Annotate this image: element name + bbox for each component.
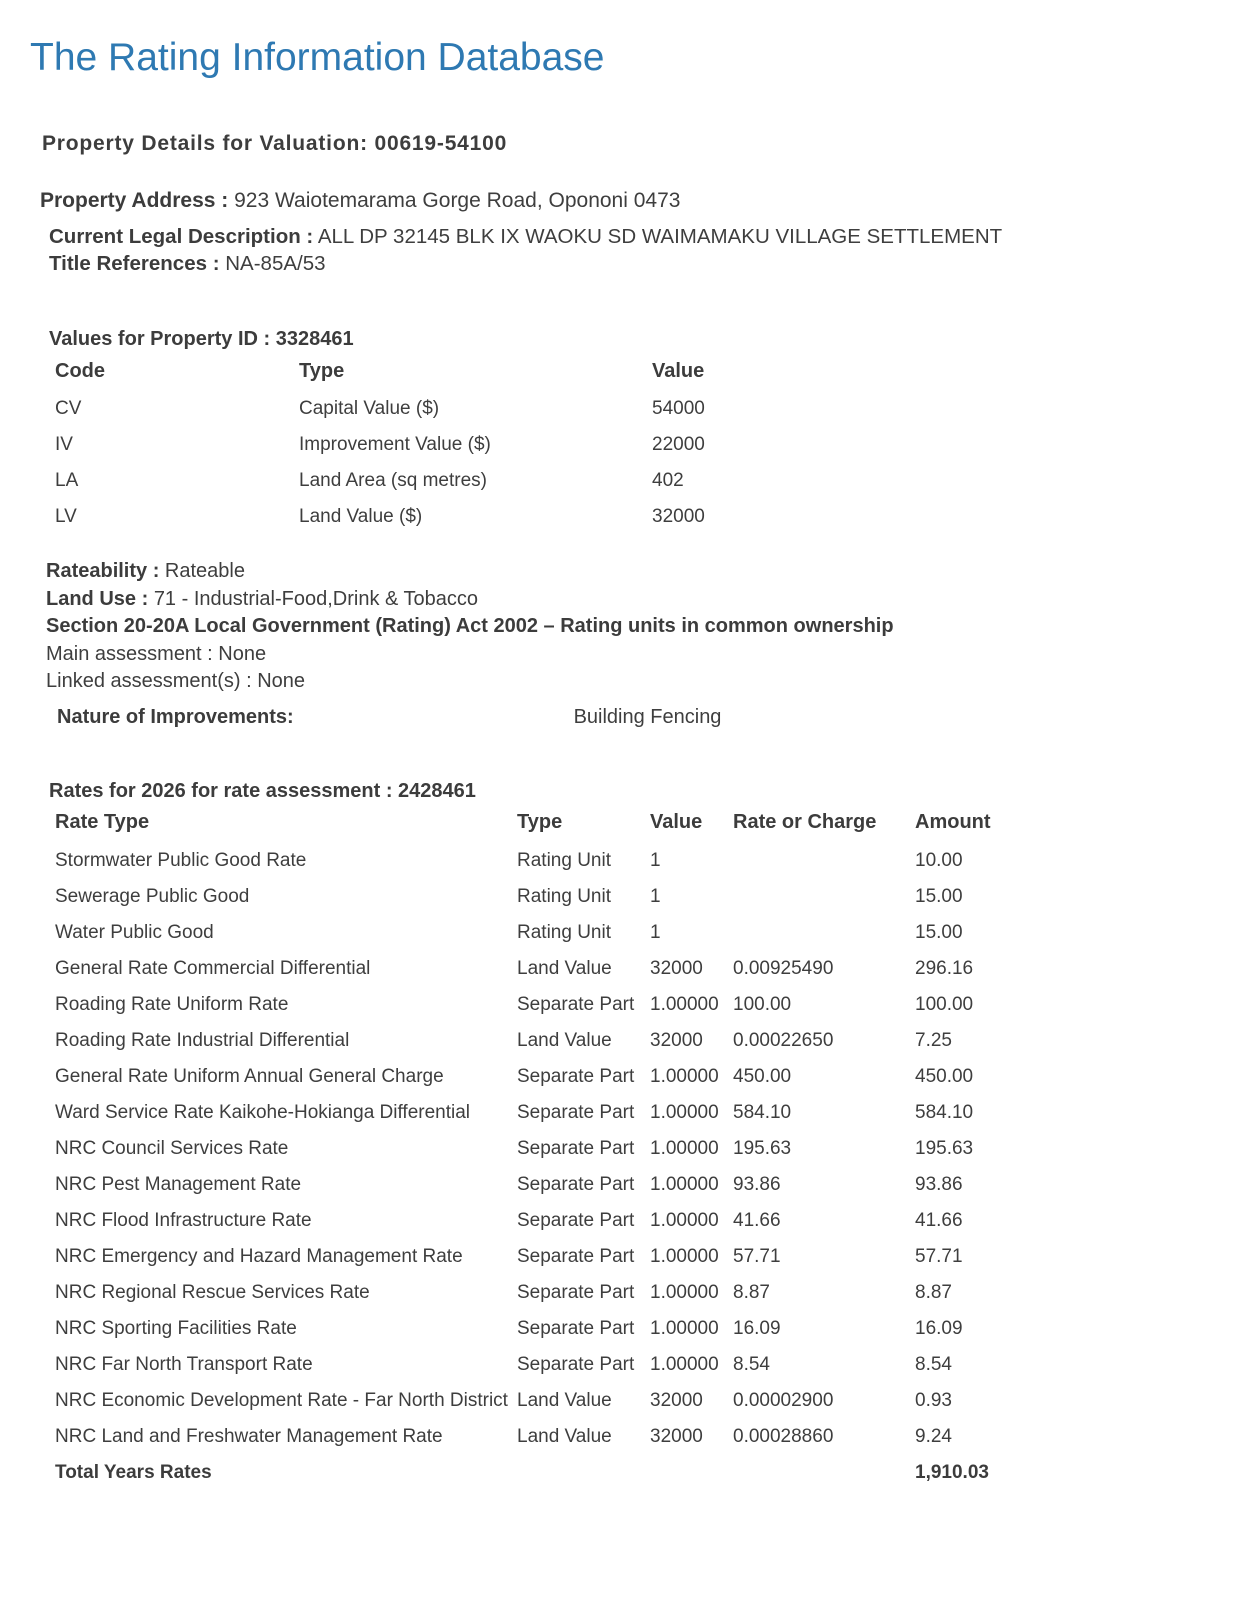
property-address-block — [30, 187, 1218, 277]
legal-description-line — [49, 223, 1218, 250]
improvements-value: Building Fencing — [573, 705, 722, 728]
land-use-value: 71 - Industrial-Food,Drink & Tobacco — [153, 587, 479, 610]
table-cell — [733, 843, 915, 879]
property-values-table — [55, 351, 775, 535]
title-references-value: NA-85A/53 — [225, 252, 326, 275]
table-cell: 1 — [650, 921, 661, 943]
page-title: The Rating Information Database — [30, 36, 605, 79]
table-cell: General Rate Uniform Annual General Charge — [55, 1065, 444, 1087]
table-cell: 32000 — [650, 957, 703, 979]
table-cell: Separate Part — [517, 1281, 635, 1303]
table-cell: 54000 — [652, 398, 705, 419]
table-row — [55, 843, 1115, 879]
table-cell: Water Public Good — [55, 921, 214, 943]
table-cell: 32000 — [650, 1425, 703, 1447]
table-cell: Rating Unit — [517, 849, 611, 871]
table-cell: Land Value — [517, 1425, 612, 1447]
table-cell: 32000 — [652, 506, 705, 527]
table-cell: 1.00000 — [650, 993, 719, 1015]
table-cell: Land Value — [517, 1389, 612, 1411]
table-cell: 1.00000 — [650, 1245, 719, 1267]
table-cell: 195.63 — [733, 1137, 792, 1159]
table-cell: General Rate Commercial Differential — [55, 957, 371, 979]
table-cell: 16.09 — [733, 1317, 781, 1339]
table-cell: NRC Pest Management Rate — [55, 1173, 302, 1195]
table-cell: NRC Emergency and Hazard Management Rate — [55, 1245, 463, 1267]
table-cell: 584.10 — [733, 1101, 792, 1123]
table-row — [55, 879, 1115, 915]
table-cell: 8.54 — [915, 1353, 952, 1375]
table-cell: 1.00000 — [650, 1065, 719, 1087]
property-info-block — [46, 558, 1218, 696]
table-cell: 402 — [652, 470, 684, 491]
table-cell: Land Value — [517, 957, 612, 979]
table-cell: 7.25 — [915, 1029, 952, 1051]
table-row — [55, 1131, 1115, 1167]
title-references-label: Title References : — [49, 252, 220, 275]
table-cell: 15.00 — [915, 921, 963, 943]
table-cell: Separate Part — [517, 1317, 635, 1339]
table-row — [55, 1347, 1115, 1383]
table-cell: Separate Part — [517, 993, 635, 1015]
table-cell: 0.00925490 — [733, 957, 834, 979]
property-address-value: 923 Waiotemarama Gorge Road, Opononi 0473 — [234, 189, 681, 212]
legal-description-value: ALL DP 32145 BLK IX WAOKU SD WAIMAMAKU VILLAGE SETTLEMENT — [317, 225, 1003, 248]
table-cell: 0.00028860 — [733, 1425, 834, 1447]
table-row — [55, 499, 775, 535]
table-cell: 57.71 — [733, 1245, 781, 1267]
table-cell: LA — [55, 470, 79, 491]
table-cell: NRC Council Services Rate — [55, 1137, 289, 1159]
legal-description-label: Current Legal Description : — [49, 225, 314, 248]
linked-assessment-line: Linked assessment(s) : None — [46, 670, 306, 692]
table-cell: Land Value ($) — [299, 506, 423, 527]
table-cell: LV — [55, 506, 77, 527]
rates-section-heading: Rates for 2026 for rate assessment : 2428461 — [49, 779, 476, 802]
table-cell: 195.63 — [915, 1137, 974, 1159]
table-cell: 57.71 — [915, 1245, 963, 1267]
improvements-line — [57, 704, 1218, 731]
section-20-20a-line: Section 20-20A Local Government (Rating) Act 2002 – Rating units in common ownership — [46, 615, 894, 637]
table-cell: 450.00 — [733, 1065, 792, 1087]
table-cell: 32000 — [650, 1389, 703, 1411]
table-cell: NRC Economic Development Rate - Far North District — [55, 1389, 508, 1411]
table-cell: 41.66 — [915, 1209, 963, 1231]
table-cell: 1.00000 — [650, 1173, 719, 1195]
table-cell: 0.93 — [915, 1389, 952, 1411]
table-row — [55, 1023, 1115, 1059]
table-cell: NRC Land and Freshwater Management Rate — [55, 1425, 443, 1447]
table-cell: 1.00000 — [650, 1281, 719, 1303]
table-cell: 1.00000 — [650, 1101, 719, 1123]
table-row — [55, 391, 775, 427]
table-row — [55, 1419, 1115, 1455]
rateability-line — [46, 558, 1218, 586]
land-use-label: Land Use : — [46, 587, 149, 610]
table-cell: NRC Sporting Facilities Rate — [55, 1317, 297, 1339]
table-cell: 8.54 — [733, 1353, 770, 1375]
table-cell: 296.16 — [915, 957, 974, 979]
title-references-line — [49, 250, 1218, 277]
property-address-line — [40, 187, 1218, 214]
values-col-code: Code — [55, 359, 105, 382]
table-cell: Improvement Value ($) — [299, 434, 491, 455]
land-use-line — [46, 586, 1218, 614]
table-row — [55, 951, 1115, 987]
table-cell: NRC Regional Rescue Services Rate — [55, 1281, 370, 1303]
table-cell: 0.00022650 — [733, 1029, 834, 1051]
table-cell — [733, 879, 915, 915]
table-row — [55, 915, 1115, 951]
values-table-header-row — [55, 351, 775, 391]
table-cell: 93.86 — [733, 1173, 781, 1195]
total-rates-label: Total Years Rates — [55, 1461, 212, 1483]
rates-table — [55, 803, 1115, 1491]
table-cell: 450.00 — [915, 1065, 974, 1087]
table-cell: 1 — [650, 885, 661, 907]
table-cell: 8.87 — [733, 1281, 770, 1303]
table-cell: Separate Part — [517, 1173, 635, 1195]
table-cell: Rating Unit — [517, 885, 611, 907]
table-cell: Separate Part — [517, 1209, 635, 1231]
table-cell: 1 — [650, 849, 661, 871]
table-row — [55, 1167, 1115, 1203]
rates-col-value: Value — [650, 811, 703, 833]
table-row — [55, 1095, 1115, 1131]
rates-col-type: Type — [517, 811, 563, 833]
table-cell: 10.00 — [915, 849, 963, 871]
table-row — [55, 1203, 1115, 1239]
table-cell: 8.87 — [915, 1281, 952, 1303]
main-assessment-line: Main assessment : None — [46, 642, 267, 665]
table-row — [55, 1311, 1115, 1347]
values-col-type: Type — [299, 359, 345, 382]
table-cell: 1.00000 — [650, 1137, 719, 1159]
table-cell: 0.00002900 — [733, 1389, 834, 1411]
table-row — [55, 1059, 1115, 1095]
table-cell: Stormwater Public Good Rate — [55, 849, 307, 871]
table-row — [55, 463, 775, 499]
property-details-heading: Property Details for Valuation: 00619-54100 — [42, 132, 508, 155]
rates-table-header-row — [55, 803, 1115, 843]
table-cell: 1.00000 — [650, 1209, 719, 1231]
table-cell: 1.00000 — [650, 1353, 719, 1375]
table-row — [55, 1383, 1115, 1419]
table-cell: Land Area (sq metres) — [299, 470, 487, 491]
table-cell: NRC Far North Transport Rate — [55, 1353, 313, 1375]
total-rates-row — [55, 1455, 1115, 1491]
table-row — [55, 987, 1115, 1023]
rateability-value: Rateable — [164, 560, 245, 582]
table-cell: Separate Part — [517, 1245, 635, 1267]
rates-col-rate-type: Rate Type — [55, 811, 150, 833]
table-cell: 100.00 — [733, 993, 792, 1015]
table-row — [55, 427, 775, 463]
rateability-label: Rateability : — [46, 560, 160, 582]
total-rates-value: 1,910.03 — [915, 1461, 989, 1483]
table-cell: Capital Value ($) — [299, 398, 440, 419]
table-cell: Roading Rate Uniform Rate — [55, 993, 289, 1015]
table-row — [55, 1239, 1115, 1275]
table-cell: Roading Rate Industrial Differential — [55, 1029, 350, 1051]
table-cell: 41.66 — [733, 1209, 781, 1231]
table-cell: 1.00000 — [650, 1317, 719, 1339]
table-cell: CV — [55, 398, 82, 419]
improvements-label: Nature of Improvements: — [57, 705, 294, 728]
values-section-heading: Values for Property ID : 3328461 — [49, 328, 354, 350]
rates-col-amount: Amount — [915, 811, 991, 833]
rates-col-rate-or-charge: Rate or Charge — [733, 811, 877, 833]
table-cell: 22000 — [652, 434, 705, 455]
table-cell: 16.09 — [915, 1317, 963, 1339]
table-cell: Ward Service Rate Kaikohe-Hokianga Differential — [55, 1101, 471, 1123]
table-cell: 9.24 — [915, 1425, 952, 1447]
property-address-label: Property Address : — [40, 189, 229, 212]
table-cell — [733, 915, 915, 951]
table-cell: Land Value — [517, 1029, 612, 1051]
table-cell: Separate Part — [517, 1137, 635, 1159]
table-cell: 93.86 — [915, 1173, 963, 1195]
table-cell: 15.00 — [915, 885, 963, 907]
table-cell: 584.10 — [915, 1101, 974, 1123]
table-cell: 32000 — [650, 1029, 703, 1051]
table-cell: Sewerage Public Good — [55, 885, 250, 907]
table-cell: Separate Part — [517, 1353, 635, 1375]
table-cell: Separate Part — [517, 1101, 635, 1123]
table-row — [55, 1275, 1115, 1311]
table-cell: Separate Part — [517, 1065, 635, 1087]
table-cell: Rating Unit — [517, 921, 611, 943]
values-col-value: Value — [652, 359, 705, 382]
table-cell: NRC Flood Infrastructure Rate — [55, 1209, 312, 1231]
table-cell: IV — [55, 434, 73, 455]
table-cell: 100.00 — [915, 993, 974, 1015]
